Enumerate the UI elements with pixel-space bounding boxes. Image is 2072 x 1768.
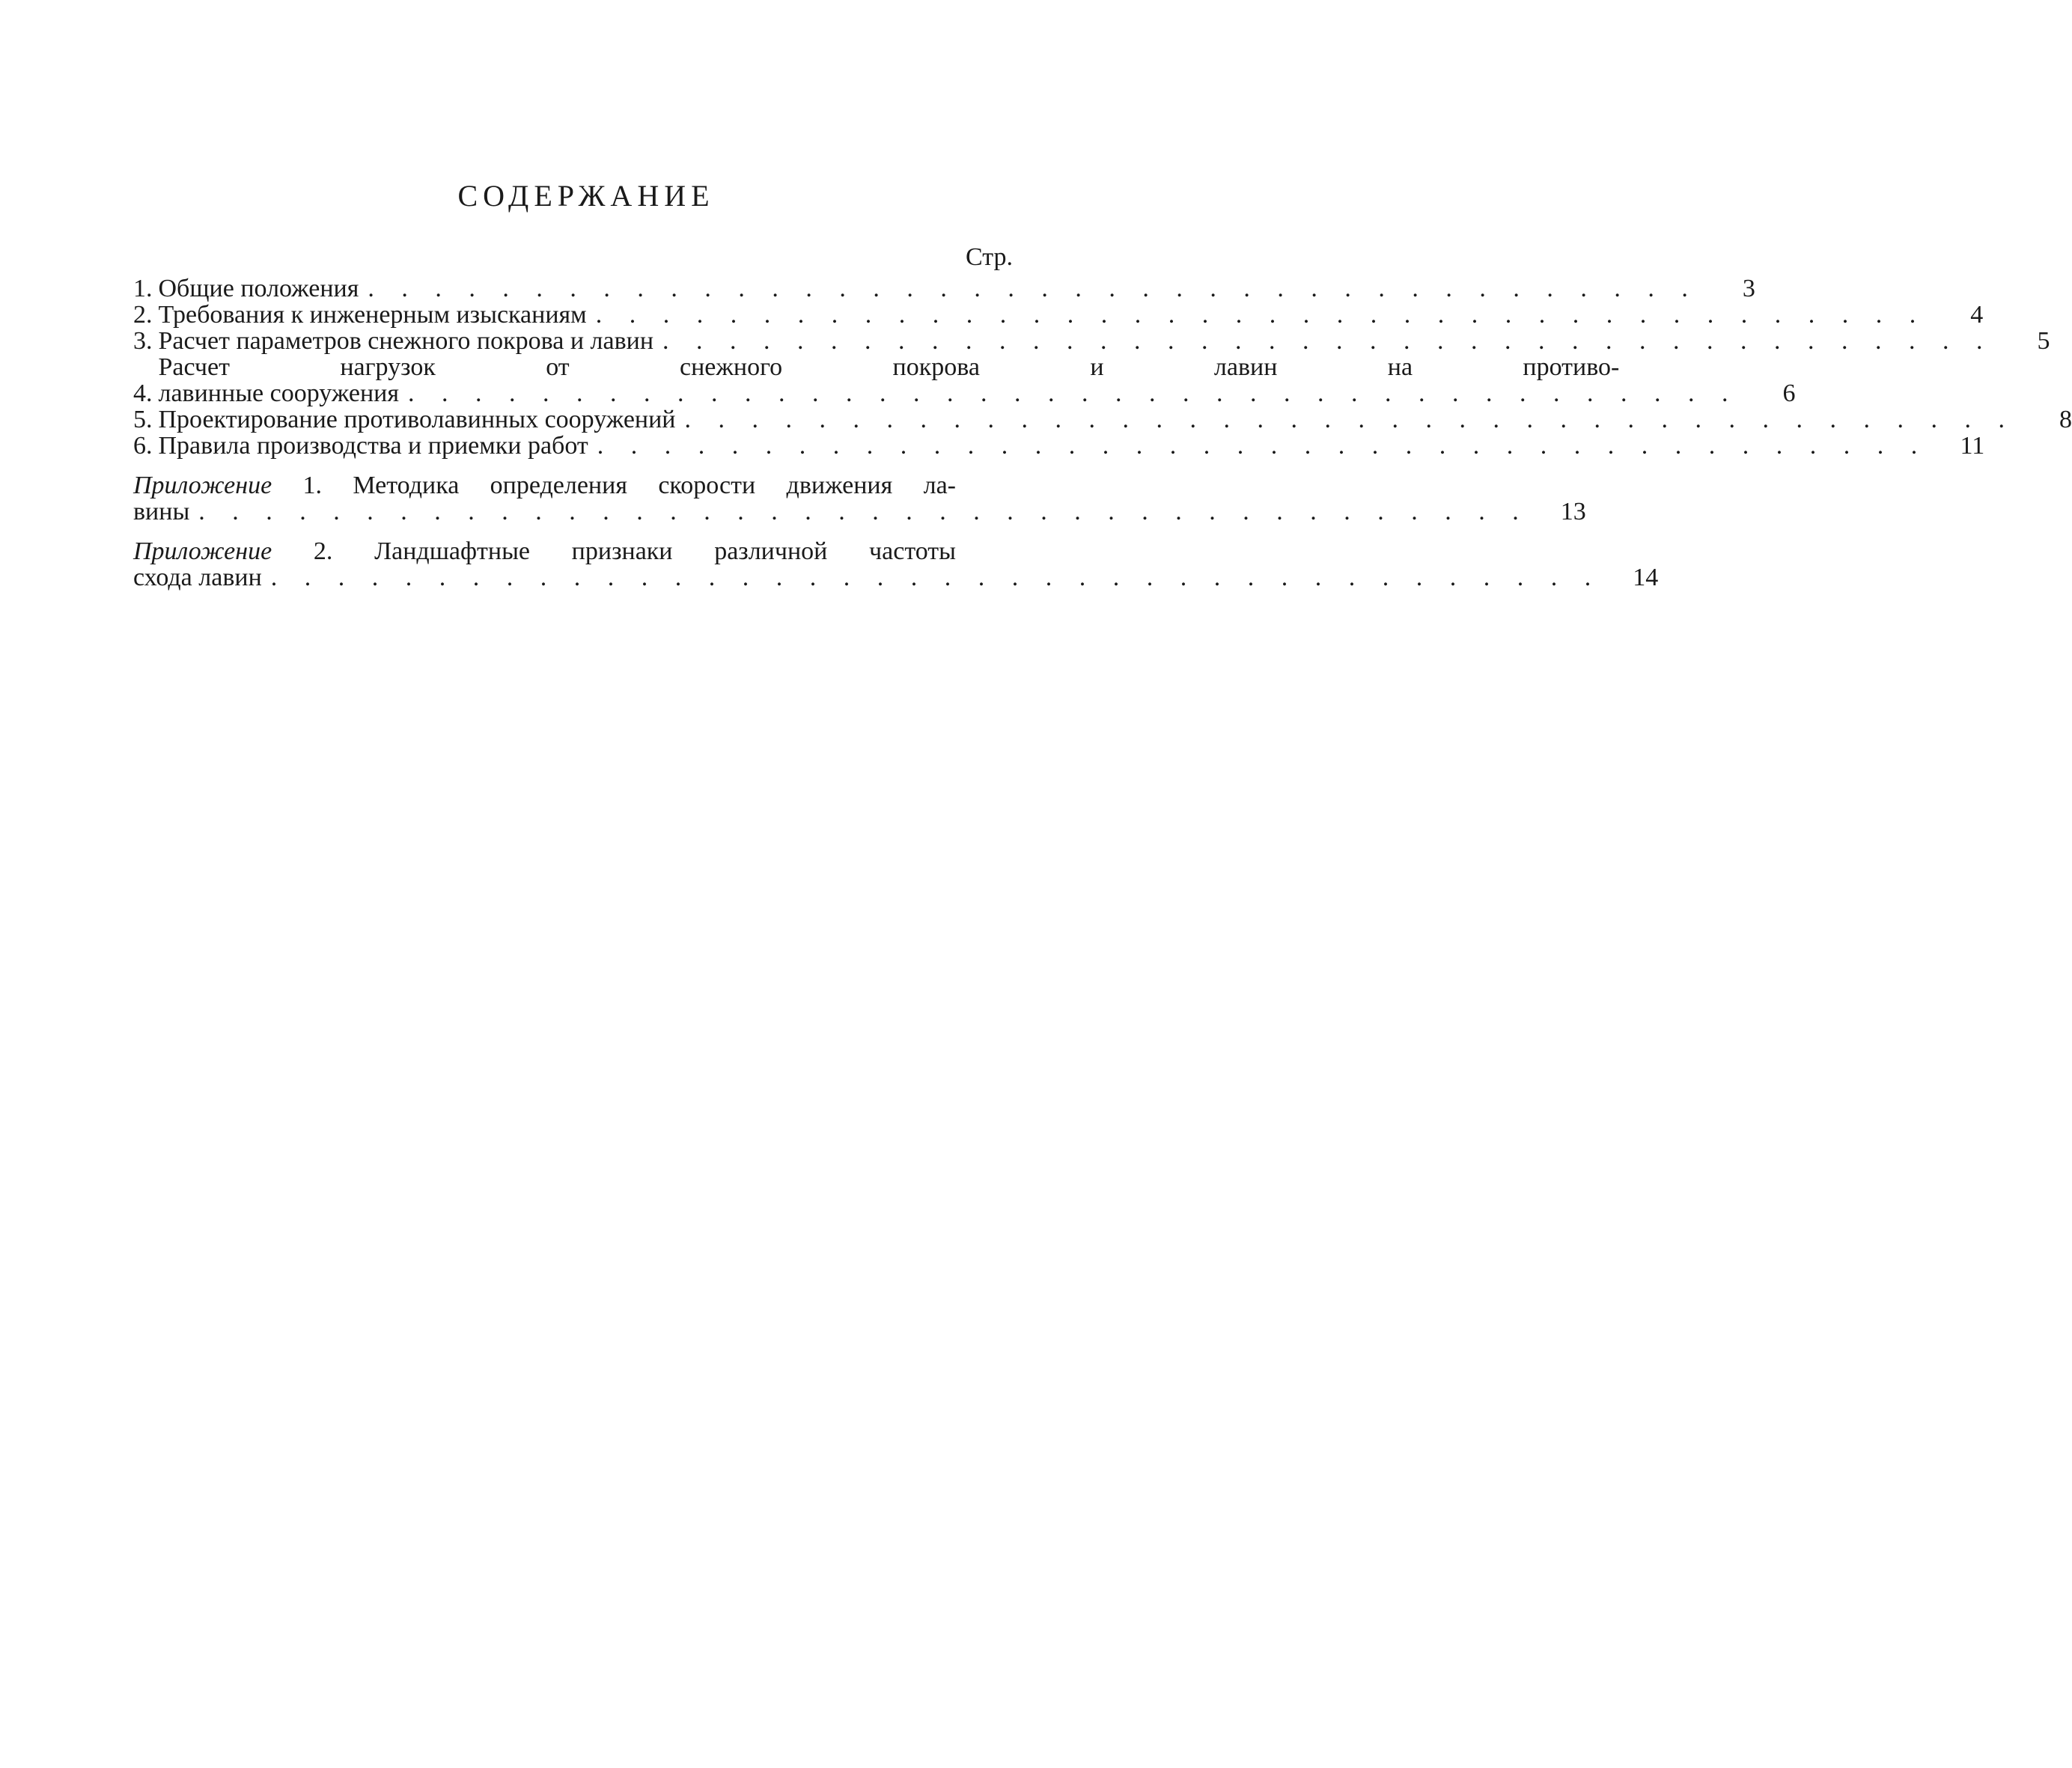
appendix-title-line-2: вины (133, 498, 190, 525)
toc-entry-6[interactable] (133, 432, 1985, 460)
entry-title: Проектирование противолавинных сооружений (158, 406, 676, 433)
appendix-title: 2. Ландшафтные признаки различной частоты (313, 537, 956, 565)
entry-number: 1. (133, 275, 153, 302)
entry-title-line-2: лавинные сооружения (158, 379, 399, 407)
entry-number: 3. (133, 327, 153, 355)
entry-page: 8 (2059, 406, 2072, 433)
page-column-header: Стр. (965, 243, 1013, 271)
dot-leader: . . . . . . . . . . . . . . . . . . . . . . . . . . . . . . . . . . . . . . . . (662, 327, 1993, 355)
entry-number: 5. (133, 406, 153, 433)
entry-page: 11 (1960, 432, 1985, 460)
entry-number: 6. (133, 432, 153, 460)
entry-page: 5 (2037, 327, 2050, 355)
entry-number: 2. (133, 301, 153, 329)
entry-title: Общие положения (158, 275, 359, 302)
entry-page: 4 (1970, 301, 1984, 329)
dot-leader: . . . . . . . . . . . . . . . . . . . . . . . . . . . . . . . . . . . . . . . . (270, 564, 1602, 591)
appendix-page: 13 (1560, 498, 1586, 525)
dot-leader: . . . . . . . . . . . . . . . . . . . . . . . . . . . . . . . . . . . . . . . . (597, 432, 1928, 460)
toc-entry-3[interactable] (133, 327, 2050, 355)
dot-leader: . . . . . . . . . . . . . . . . . . . . . . . . . . . . . . . . . . . . . . . . (408, 379, 1739, 407)
dot-leader: . . . . . . . . . . . . . . . . . . . . . . . . . . . . . . . . . . . . . . . . (368, 275, 1698, 302)
appendix-title: 1. Методика определения скорости движения ла- (302, 472, 956, 499)
appendix-title-line-2: схода лавин (133, 564, 262, 591)
appendix-label: Приложение (133, 537, 272, 565)
toc-entry-4[interactable] (133, 353, 1796, 407)
entry-title: Правила производства и приемки работ (158, 432, 588, 460)
toc-entry-1[interactable] (133, 275, 1755, 302)
appendix-title-line-1 (133, 538, 1020, 564)
toc-appendix-1[interactable] (133, 472, 1586, 525)
entry-page: 6 (1782, 379, 1796, 407)
dot-leader: . . . . . . . . . . . . . . . . . . . . . . . . . . . . . . . . . . . . . . . . (684, 406, 2015, 433)
entry-title: Требования к инженерным изысканиям (158, 301, 587, 329)
dot-leader: . . . . . . . . . . . . . . . . . . . . . . . . . . . . . . . . . . . . . . . . (595, 301, 1927, 329)
entry-number: 4. (133, 379, 153, 407)
entry-page: 3 (1742, 275, 1755, 302)
dot-leader: . . . . . . . . . . . . . . . . . . . . . . . . . . . . . . . . . . . . . . . . (198, 498, 1529, 525)
toc-entry-2[interactable] (133, 301, 1984, 329)
toc-appendix-2[interactable] (133, 537, 1659, 591)
appendix-page: 14 (1633, 564, 1659, 591)
appendix-label: Приложение (133, 472, 272, 499)
entry-title: Расчет параметров снежного покрова и лавин (158, 327, 654, 355)
appendix-title-line-1 (133, 472, 1020, 499)
entry-title-line-1: Расчет нагрузок от снежного покрова и лавин на противо- (158, 353, 1620, 381)
table-of-contents (133, 275, 2072, 591)
toc-entry-5[interactable] (133, 406, 2072, 433)
page-title: СОДЕРЖАНИЕ (457, 179, 715, 213)
